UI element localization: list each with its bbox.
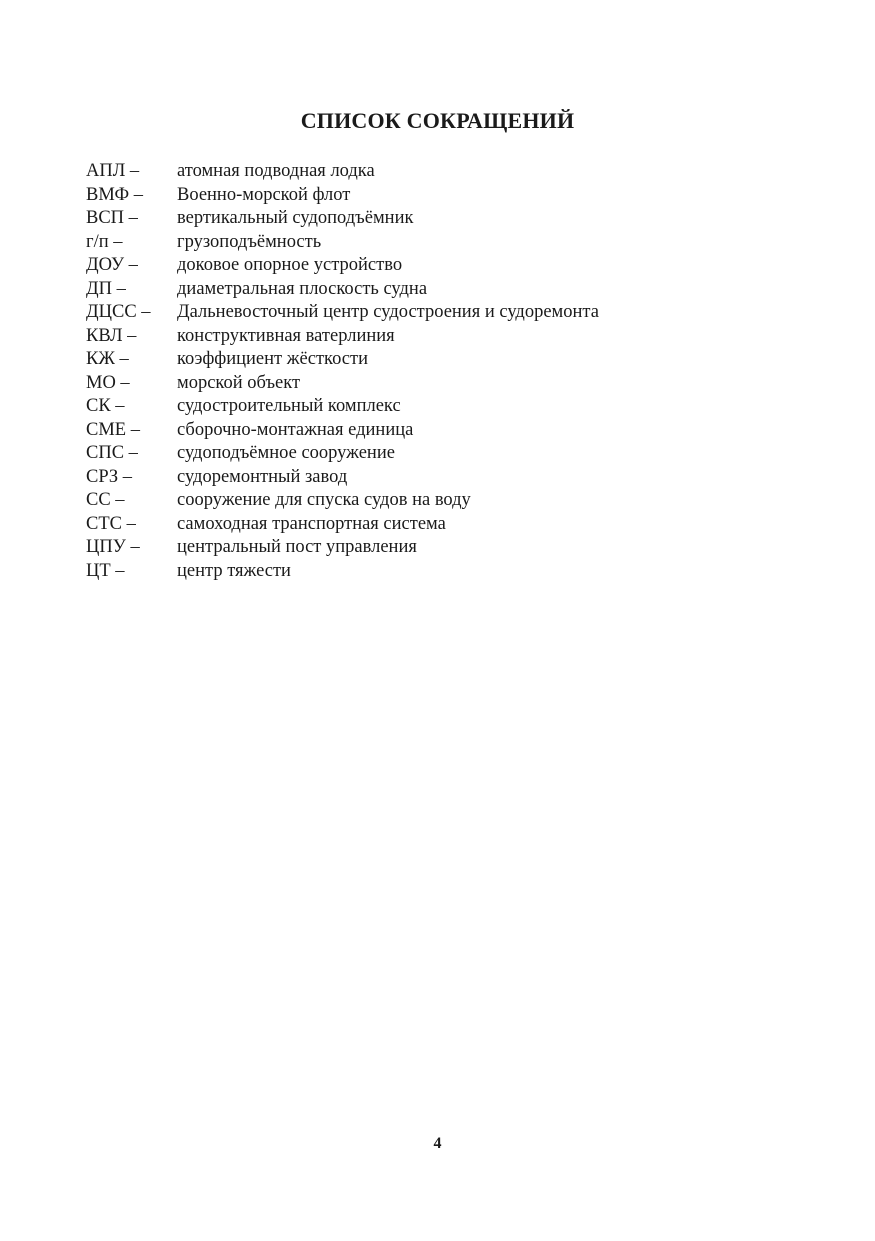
abbreviation-row <box>86 231 599 255</box>
abbreviation-term: г/п – <box>86 231 123 252</box>
abbreviation-definition: коэффициент жёсткости <box>177 349 368 369</box>
page-number: 4 <box>433 1135 442 1152</box>
abbreviation-definition: доковое опорное устройство <box>177 255 403 275</box>
abbreviation-term: ВСП – <box>86 208 138 228</box>
abbreviation-row <box>86 560 599 584</box>
abbreviation-definition: центральный пост управления <box>177 537 417 557</box>
abbreviation-term: СРЗ – <box>86 466 132 487</box>
abbreviation-row <box>86 513 599 537</box>
abbreviation-definition: диаметральная плоскость судна <box>177 278 428 299</box>
abbreviation-definition: морской объект <box>177 372 301 393</box>
abbreviation-term: СПС – <box>86 443 138 463</box>
abbreviation-definition: конструктивная ватерлиния <box>177 325 395 346</box>
abbreviation-definition: судостроительный комплекс <box>177 396 401 416</box>
abbreviation-term: МО – <box>86 372 130 393</box>
abbreviation-definition: грузоподъёмность <box>177 231 322 252</box>
abbreviation-row <box>86 489 599 513</box>
abbreviation-term: ДП – <box>86 278 126 299</box>
abbreviation-definition: сборочно-монтажная единица <box>177 419 414 440</box>
abbreviation-row <box>86 466 599 490</box>
abbreviation-row <box>86 442 599 466</box>
abbreviation-row <box>86 301 599 325</box>
page-title: СПИСОК СОКРАЩЕНИЙ <box>300 108 575 133</box>
abbreviation-term: ВМФ – <box>86 184 144 205</box>
abbreviation-term: АПЛ – <box>86 161 140 181</box>
abbreviation-row <box>86 372 599 396</box>
abbreviation-term: КЖ – <box>86 349 129 369</box>
abbreviation-definition: Дальневосточный центр судостроения и судоремонта <box>177 302 599 322</box>
abbreviation-definition: атомная подводная лодка <box>177 161 375 181</box>
abbreviation-definition: судоремонтный завод <box>177 466 348 487</box>
abbreviation-row <box>86 160 599 184</box>
abbreviation-row <box>86 395 599 419</box>
abbreviation-row <box>86 325 599 349</box>
abbreviation-definition: Военно-морской флот <box>177 184 351 205</box>
abbreviation-term: ЦПУ – <box>86 537 140 557</box>
abbreviation-definition: сооружение для спуска судов на воду <box>177 490 471 510</box>
abbreviation-term: КВЛ – <box>86 325 137 346</box>
abbreviation-definition: центр тяжести <box>177 560 291 581</box>
abbreviation-row <box>86 348 599 372</box>
abbreviation-definition: вертикальный судоподъёмник <box>177 208 414 228</box>
abbreviation-term: ДОУ – <box>86 255 138 275</box>
abbreviation-row <box>86 536 599 560</box>
abbreviation-term: СМЕ – <box>86 419 140 440</box>
abbreviation-row <box>86 278 599 302</box>
abbreviation-row <box>86 419 599 443</box>
abbreviation-term: ДЦСС – <box>86 302 151 322</box>
abbreviation-row <box>86 207 599 231</box>
abbreviation-term: СТС – <box>86 513 136 534</box>
abbreviation-term: СС – <box>86 490 125 510</box>
abbreviation-list <box>86 160 599 583</box>
abbreviation-row <box>86 184 599 208</box>
abbreviation-definition: самоходная транспортная система <box>177 513 446 534</box>
abbreviation-term: ЦТ – <box>86 560 125 581</box>
abbreviation-definition: судоподъёмное сооружение <box>177 443 395 463</box>
abbreviation-term: СК – <box>86 396 125 416</box>
abbreviation-row <box>86 254 599 278</box>
